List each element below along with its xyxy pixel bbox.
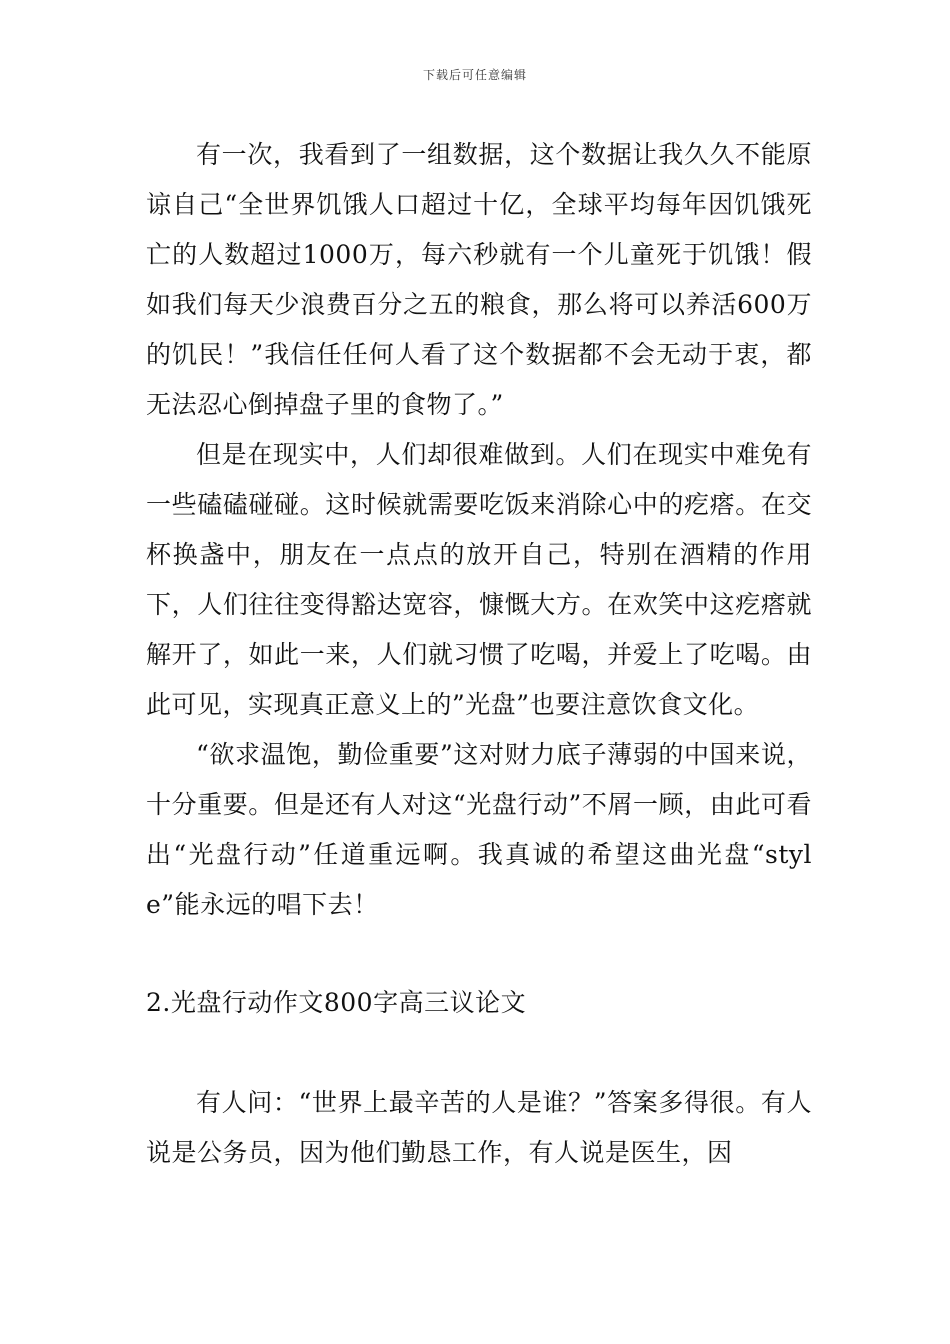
document-body (146, 130, 812, 1178)
paragraph-hardest-person: 有人问：“世界上最辛苦的人是谁？”答案多得很。有人说是公务员，因为他们勤恳工作，有人说是医生，因 (146, 1088, 812, 1167)
paragraph-frugality: “欲求温饱，勤俭重要”这对财力底子薄弱的中国来说，十分重要。但是还有人对这“光盘行动”不屑一顾，由此可看出“光盘行动”任道重远啊。我真诚的希望这曲光盘“style”能永远的唱下去！ (146, 740, 812, 919)
paragraph-reality: 但是在现实中，人们却很难做到。人们在现实中难免有一些磕磕碰碰。这时候就需要吃饭来消除心中的疙瘩。在交杯换盏中，朋友在一点点的放开自己，特别在酒精的作用下，人们往往变得豁达宽容，慷慨大方。在欢笑中这疙瘩就解开了，如此一来，人们就习惯了吃喝，并爱上了吃喝。由此可见，实现真正意义上的”光盘”也要注意饮食文化。 (146, 440, 812, 719)
section-heading: 2.光盘行动作文800字高三议论文 (146, 988, 527, 1017)
page-header: 下载后可任意编辑 (422, 68, 527, 82)
paragraph-hunger-data: 有一次，我看到了一组数据，这个数据让我久久不能原谅自己“全世界饥饿人口超过十亿，全球平均每年因饥饿死亡的人数超过1000万，每六秒就有一个儿童死于饥饿！假如我们每天少浪费百分之五的粮食，那么将可以养活600万的饥民！”我信任任何人看了这个数据都不会无动于衷，都无法忍心倒掉盘子里的食物了。” (146, 140, 812, 419)
